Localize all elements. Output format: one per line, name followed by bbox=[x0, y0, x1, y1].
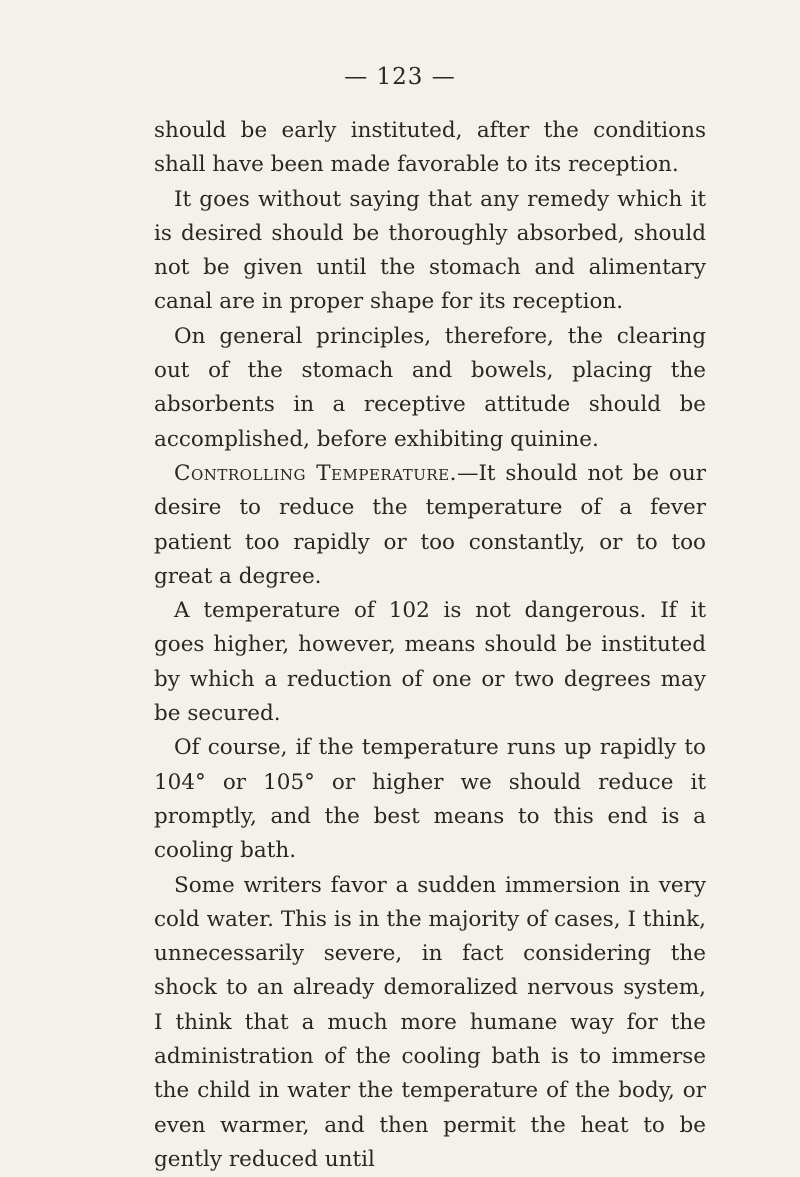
paragraph-controlling-temperature bbox=[154, 457, 706, 594]
paragraph-continuation: should be early instituted, after the conditions shall have been made favorable to its reception. bbox=[154, 118, 706, 178]
paragraph-remedy-absorption: It goes without saying that any remedy which it is desired should be thoroughly absorbed, should not be given until the stomach and alimentary canal are in proper shape for its reception. bbox=[154, 186, 706, 315]
paragraph-temperature-102: A temperature of 102 is not dangerous. If it goes higher, however, means should be instituted by which a reduction of one or two degrees may be secured. bbox=[154, 598, 706, 727]
page-number: — 123 — bbox=[344, 64, 456, 90]
paragraph-cooling-bath: Of course, if the temperature runs up rapidly to 104° or 105° or higher we should reduce it promptly, and the best means to this end is a cooling bath. bbox=[154, 735, 706, 864]
paragraph-general-principles: On general principles, therefore, the clearing out of the stomach and bowels, placing the absorbents in a receptive attitude should be accomplished, before exhibiting quinine. bbox=[154, 323, 706, 452]
paragraph-text: —It should not be our desire to reduce the temperature of a fever patient too rapidly or too constantly, or to too great a degree. bbox=[154, 460, 706, 589]
section-heading: Controlling Temperature. bbox=[174, 460, 457, 486]
body-text bbox=[154, 114, 706, 1177]
paragraph-immersion: Some writers favor a sudden immersion in very cold water. This is in the majority of cases, I think, unnecessarily severe, in fact considering the shock to an already demoralized nervous system, I think that a much more humane way for the administration of the cooling bath is to immerse the child in water the temperature of the body, or even warmer, and then permit the heat to be gently reduced until bbox=[154, 872, 706, 1172]
